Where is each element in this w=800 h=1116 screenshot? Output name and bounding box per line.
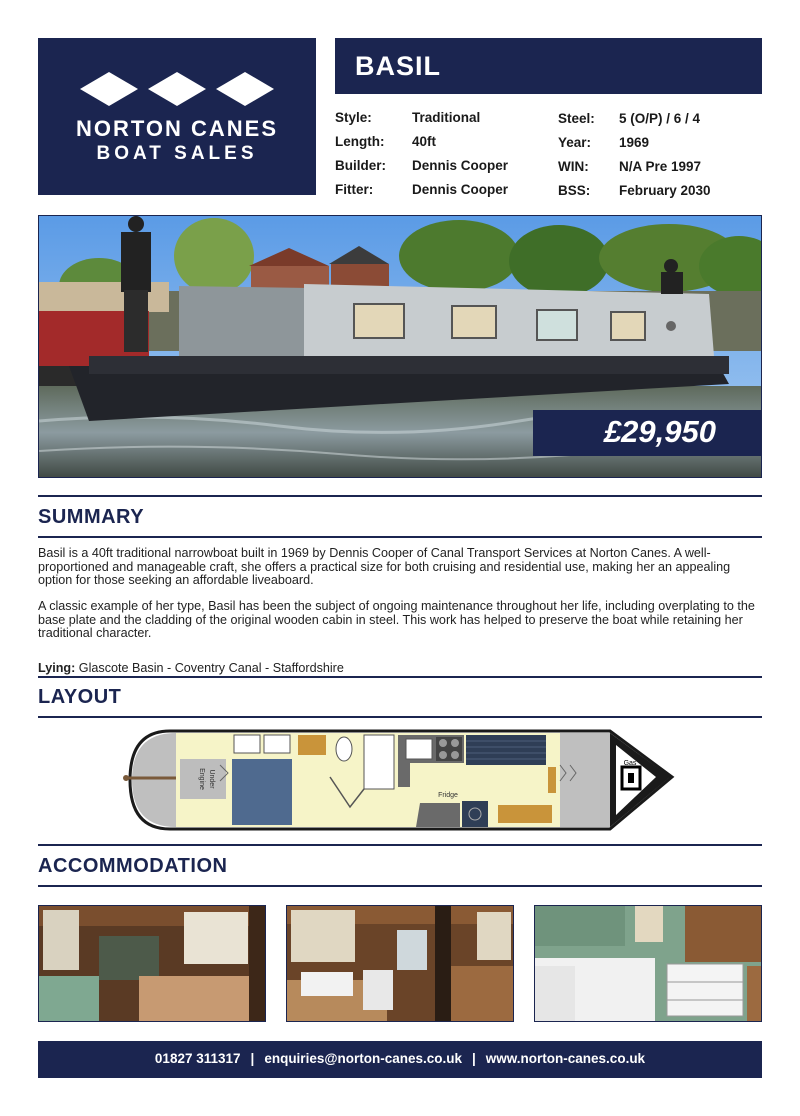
spec-value-length: 40ft [412,134,437,149]
lying-location [38,661,344,675]
bedroom-photo-illustration [535,906,762,1022]
section-rule [38,495,762,497]
spec-label-year: Year: [558,135,592,150]
footer-separator: | [472,1051,476,1066]
footer-website[interactable]: www.norton-canes.co.uk [485,1051,646,1066]
saloon-photo-illustration [39,906,266,1022]
spec-value-steel: 5 (O/P) / 6 / 4 [619,111,701,126]
spec-label-steel: Steel: [558,111,595,126]
spec-label-builder: Builder: [335,158,387,173]
boat-layout-plan [120,727,680,833]
spec-label-length: Length: [335,134,385,149]
spec-label-win: WIN: [558,159,589,174]
boat-name: BASIL [355,51,441,81]
spec-label-style: Style: [335,110,372,125]
engine-under-label: Under [208,769,215,789]
summary-paragraph-1: Basil is a 40ft traditional narrowboat built in 1969 by Dennis Cooper of Canal Transport Services at Norton Canes. A well-proportioned and manageable craft, she offers a practical size for both cruising and residential use, making her an appealing option for those seeking an affordable liveaboard. [38,546,731,587]
spec-value-bss: February 2030 [619,183,711,198]
price-badge [533,410,762,456]
gas-label: Gas [623,760,637,767]
engine-label: Engine [198,768,205,790]
asking-price: £29,950 [603,414,716,449]
spec-value-builder: Dennis Cooper [412,158,509,173]
footer-email[interactable]: enquiries@norton-canes.co.uk [264,1051,463,1066]
contact-footer [38,1041,762,1078]
interior-photo-saloon [38,905,266,1022]
boat-title-bar [335,38,762,94]
spec-value-year: 1969 [619,135,650,150]
section-rule [38,676,762,678]
galley-photo-illustration [287,906,514,1022]
layout-heading: LAYOUT [38,686,122,708]
interior-photo-galley [286,905,514,1022]
fridge-label: Fridge [438,792,458,799]
summary-heading: SUMMARY [38,506,145,528]
lying-label: Lying: [38,661,76,675]
lying-value: Glascote Basin - Coventry Canal - Staffordshire [75,661,344,675]
section-rule [38,716,762,718]
section-rule [38,844,762,846]
spec-value-fitter: Dennis Cooper [412,182,509,197]
footer-separator: | [250,1051,255,1066]
summary-paragraph-2: A classic example of her type, Basil has been the subject of ongoing maintenance throughout her life, including overplating to the base plate and the cladding of the original wooden cabin in steel. This work has helped to preserve the boat while retaining her traditional character. [38,599,755,640]
spec-value-win: N/A Pre 1997 [619,159,702,174]
brand-name-line2: BOAT SALES [96,143,258,164]
spec-value-style: Traditional [412,110,481,125]
company-logo [38,38,316,195]
logo-diamonds-icon [80,72,274,106]
interior-photo-bedroom [534,905,762,1022]
spec-label-fitter: Fitter: [335,182,374,197]
section-rule [38,536,762,538]
accommodation-heading: ACCOMMODATION [38,855,228,877]
brand-name-line1: NORTON CANES [75,116,279,141]
footer-phone[interactable]: 01827 311317 [154,1051,241,1066]
section-rule [38,885,762,887]
spec-label-bss: BSS: [558,183,591,198]
